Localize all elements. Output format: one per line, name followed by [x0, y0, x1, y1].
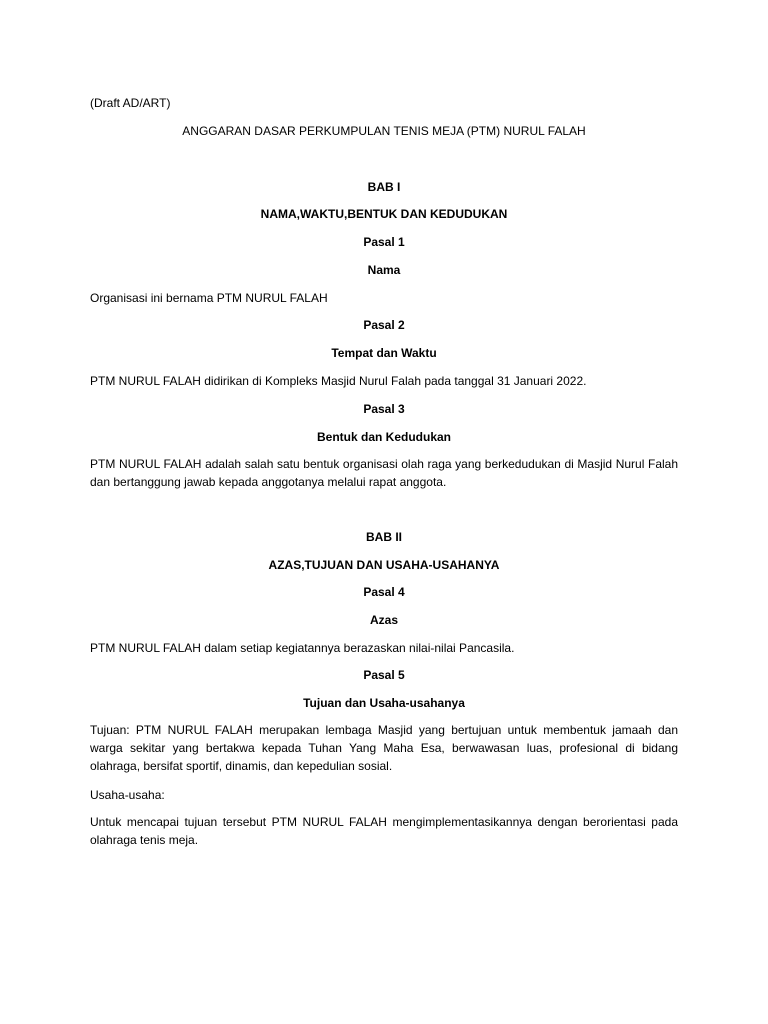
pasal3-heading: Pasal 3 — [363, 402, 405, 416]
pasal2-title: Tempat dan Waktu — [331, 346, 437, 360]
pasal5-heading: Pasal 5 — [363, 668, 405, 682]
pasal1-title: Nama — [367, 263, 401, 277]
pasal4-heading: Pasal 4 — [363, 585, 405, 599]
bab2-heading: BAB II — [366, 530, 402, 544]
pasal5-usaha-text: Untuk mencapai tujuan tersebut PTM NURUL FALAH mengimplementasikannya dengan berorientasi pada olahraga tenis meja. — [90, 815, 678, 847]
bab1-title: NAMA,WAKTU,BENTUK DAN KEDUDUKAN — [260, 207, 508, 221]
bab1-heading: BAB I — [367, 180, 401, 194]
draft-label: (Draft AD/ART) — [90, 96, 171, 110]
main-title: ANGGARAN DASAR PERKUMPULAN TENIS MEJA (PTM) NURUL FALAH — [182, 124, 586, 138]
pasal3-title: Bentuk dan Kedudukan — [316, 430, 451, 444]
pasal2-text: PTM NURUL FALAH didirikan di Kompleks Masjid Nurul Falah pada tanggal 31 Januari 2022. — [90, 374, 587, 388]
pasal3-text: PTM NURUL FALAH adalah salah satu bentuk organisasi olah raga yang berkedudukan di Masjid Nurul Falah dan bertanggung jawab kepada anggotanya melalui rapat anggota. — [90, 457, 678, 489]
pasal5-usaha-label: Usaha-usaha: — [90, 788, 165, 802]
pasal2-heading: Pasal 2 — [363, 318, 405, 332]
pasal1-text: Organisasi ini bernama PTM NURUL FALAH — [90, 291, 328, 305]
bab2-title: AZAS,TUJUAN DAN USAHA-USAHANYA — [268, 558, 500, 572]
pasal4-text: PTM NURUL FALAH dalam setiap kegiatannya berazaskan nilai-nilai Pancasila. — [90, 641, 515, 655]
pasal5-tujuan-text: Tujuan: PTM NURUL FALAH merupakan lembaga Masjid yang bertujuan untuk membentuk jamaah dan warga sekitar yang bertakwa kepada Tuhan Yang Maha Esa, berwawasan luas, profesional di bidang olahraga, bersifat sportif, dinamis, dan kepedulian sosial. — [90, 723, 678, 773]
pasal4-title: Azas — [369, 613, 398, 627]
pasal5-title: Tujuan dan Usaha-usahanya — [303, 696, 465, 710]
pasal1-heading: Pasal 1 — [363, 235, 405, 249]
